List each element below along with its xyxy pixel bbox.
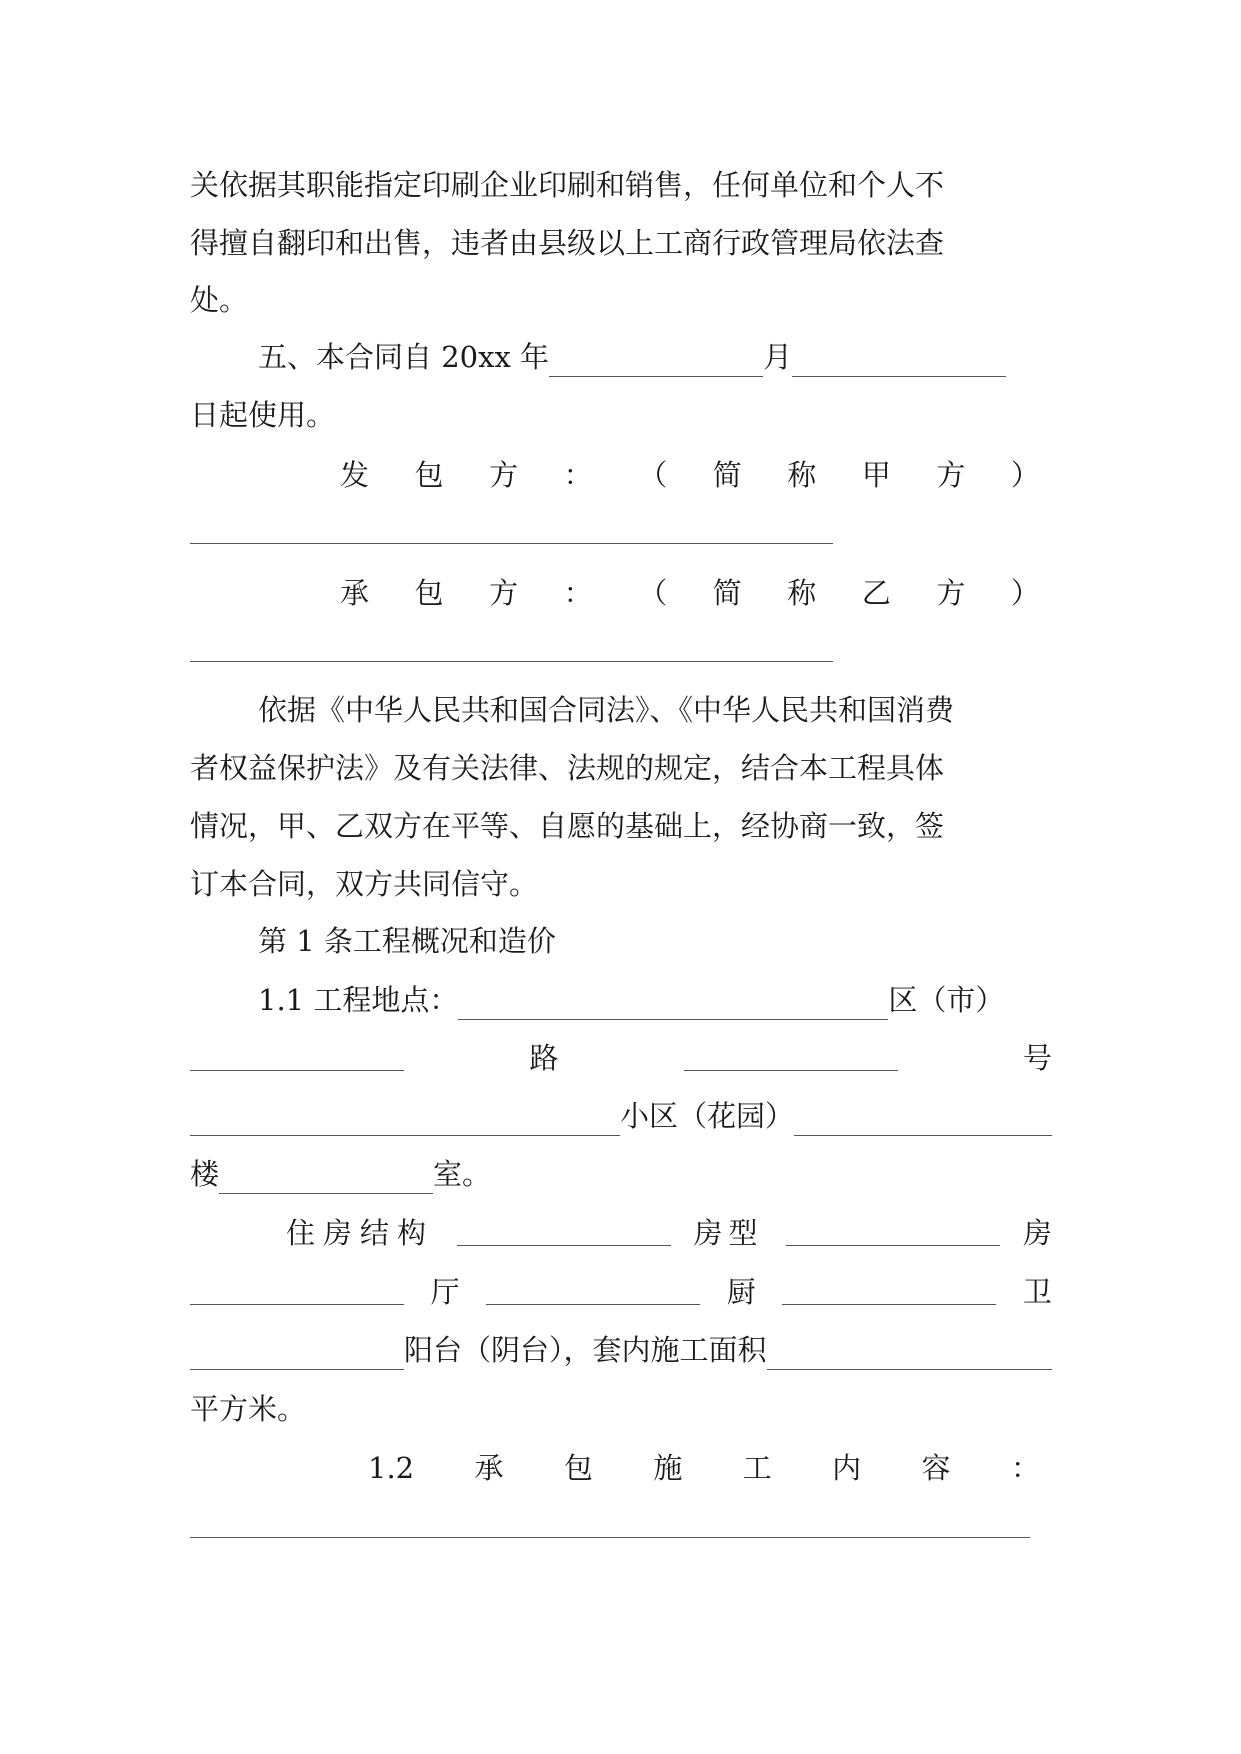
structure-blank[interactable] (457, 1221, 671, 1246)
building-label: 楼 (190, 1157, 220, 1191)
effective-date-line (258, 337, 1052, 377)
room-label: 室。 (433, 1157, 492, 1191)
community-blank[interactable] (190, 1111, 620, 1136)
paragraph-line: 关依据其职能指定印刷企业印刷和销售，任何单位和个人不 (190, 168, 945, 202)
location-label: 1.1 工程地点： (258, 983, 459, 1017)
balcony-area-label: 阳台（阴台），套内施工面积 (404, 1333, 767, 1367)
paragraph-line: 订本合同，双方共同信守。 (190, 867, 539, 901)
sqm-label: 平方米。 (190, 1392, 307, 1426)
party-b-label: 承 包 方 ： （ 简 称 乙 方 ） (340, 576, 1040, 610)
room-line (190, 1154, 1052, 1194)
month-label: 月 (763, 340, 793, 374)
hall-blank[interactable] (486, 1280, 700, 1305)
number-label: 号 (1022, 1041, 1052, 1075)
paragraph-line: 日起使用。 (190, 398, 336, 432)
road-label: 路 (529, 1041, 559, 1075)
road-blank[interactable] (190, 1046, 404, 1071)
rooms-blank[interactable] (190, 1280, 404, 1305)
layout-line (190, 1272, 1052, 1312)
hall-label: 厅 (430, 1275, 460, 1309)
location-line (258, 980, 1052, 1020)
party-a-label: 发 包 方 ： （ 简 称 甲 方 ） (340, 458, 1040, 492)
scope-blank[interactable] (190, 1537, 1030, 1538)
community-label: 小区（花园） (620, 1099, 795, 1133)
number-blank[interactable] (684, 1046, 898, 1071)
rooms-label: 房 (1022, 1216, 1052, 1250)
type-label: 房型 (693, 1216, 764, 1250)
effective-date-text: 五、本合同自 20xx 年 (258, 340, 550, 374)
paragraph-line: 依据《中华人民共和国合同法》、《中华人民共和国消费 (258, 693, 955, 727)
room-blank[interactable] (219, 1169, 433, 1194)
year-blank[interactable] (549, 352, 763, 377)
paragraph-line: 得擅自翻印和出售，违者由县级以上工商行政管理局依法查 (190, 226, 945, 260)
bath-blank[interactable] (190, 1345, 404, 1370)
party-b-name-blank[interactable] (190, 661, 833, 662)
scope-label: 1.2 承 包 施 工 内 容 ： (368, 1451, 1040, 1485)
structure-label: 住房结构 (286, 1216, 435, 1250)
month-blank[interactable] (792, 352, 1006, 377)
community-line (190, 1096, 1052, 1136)
road-line (190, 1038, 1052, 1078)
structure-line (286, 1213, 1052, 1253)
bath-label: 卫 (1022, 1275, 1052, 1309)
area-blank[interactable] (767, 1345, 1052, 1370)
area-line (190, 1330, 1052, 1370)
paragraph-line: 处。 (190, 283, 249, 317)
article-heading: 第 1 条工程概况和造价 (258, 924, 556, 958)
kitchen-label: 厨 (726, 1275, 756, 1309)
district-label: 区（市） (888, 983, 1005, 1017)
building-blank[interactable] (794, 1111, 1052, 1136)
district-blank[interactable] (458, 995, 888, 1020)
paragraph-line: 情况，甲、乙双方在平等、自愿的基础上，经协商一致，签 (190, 809, 945, 843)
type-blank[interactable] (786, 1221, 1000, 1246)
paragraph-line: 者权益保护法》及有关法律、法规的规定，结合本工程具体 (190, 751, 945, 785)
kitchen-blank[interactable] (782, 1280, 996, 1305)
party-a-name-blank[interactable] (190, 543, 833, 544)
